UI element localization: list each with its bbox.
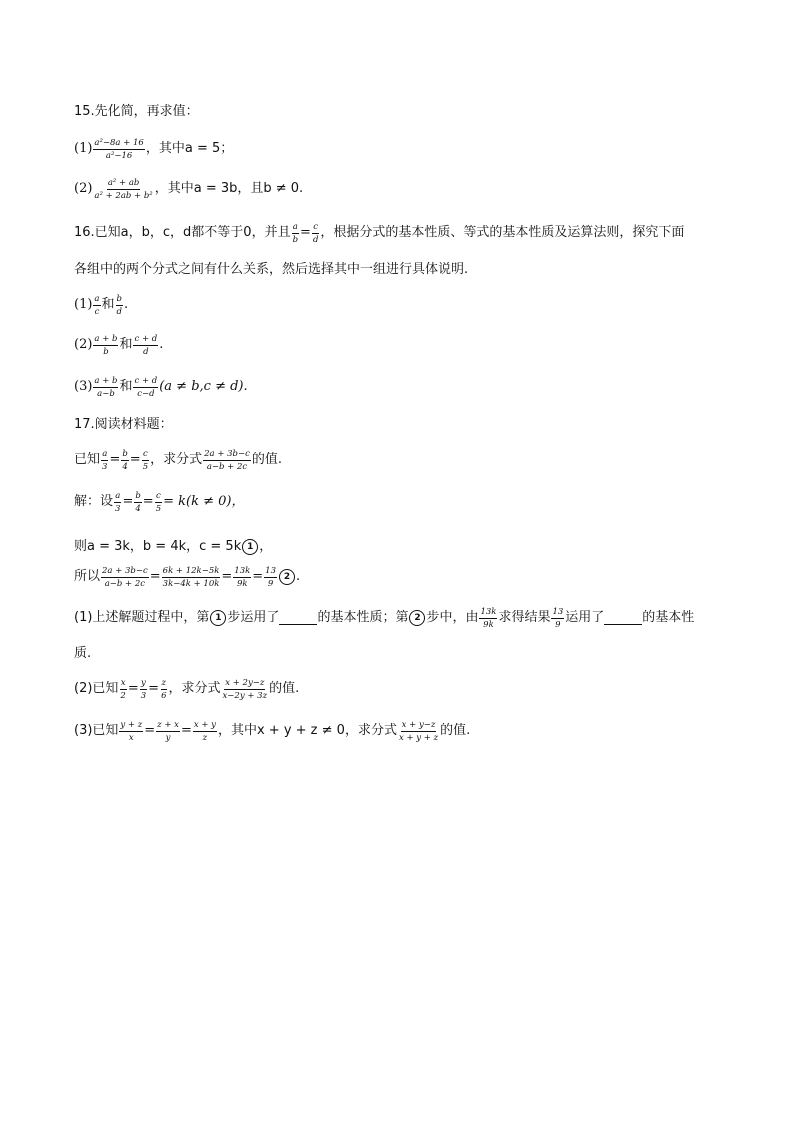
q17-given-fraction bbox=[203, 449, 251, 472]
so-eq-1: = bbox=[149, 569, 161, 584]
q17-p1-frac2-den: 9 bbox=[555, 619, 561, 630]
q16-p2-frac2-num: c + d bbox=[134, 333, 158, 344]
q17-solution-so bbox=[74, 560, 300, 594]
q17-sol-k: = k(k ≠ 0)， bbox=[163, 494, 245, 509]
ratio-a-num: a bbox=[102, 448, 108, 459]
so-eq-3: = bbox=[252, 569, 264, 584]
q17-so-frac3-num: 13k bbox=[234, 565, 251, 576]
q17-p3-label: (3)已知 bbox=[74, 723, 119, 738]
q16-intro-line1 bbox=[74, 216, 684, 250]
q17-part1-line1 bbox=[74, 601, 694, 635]
q15-p2-condition: ，其中a = 3b，且b ≠ 0. bbox=[154, 181, 304, 196]
q16-p2-label: (2) bbox=[74, 337, 93, 352]
ratio-b-num: b bbox=[122, 448, 128, 459]
q17-solution-then bbox=[74, 530, 272, 564]
q17-so-frac4 bbox=[264, 566, 277, 589]
q16-cond-right bbox=[312, 222, 319, 245]
q17-sol-ratio-a bbox=[114, 491, 121, 514]
q17-p3-fraction-den: x + y + z bbox=[398, 732, 439, 743]
q16-p1-and: 和 bbox=[101, 297, 115, 312]
q16-cond-left-num: a bbox=[292, 221, 298, 232]
q16-p2-frac1 bbox=[93, 334, 118, 357]
circled-2-icon: 2 bbox=[279, 569, 295, 585]
q16-part3 bbox=[74, 370, 248, 404]
q15-p1-condition: ，其中a = 5； bbox=[145, 141, 234, 156]
answer-blank-1[interactable] bbox=[279, 611, 317, 625]
p2-eq-2: = bbox=[148, 681, 160, 696]
so-eq-2: = bbox=[221, 569, 233, 584]
q15-p1-numerator: a²−8a + 16 bbox=[94, 137, 144, 148]
sol-eq-2: = bbox=[142, 494, 154, 509]
q17-p3-frac2-num: z + x bbox=[157, 719, 179, 730]
q15-p1-denominator: a²−16 bbox=[105, 150, 133, 161]
q17-given-ratio-a bbox=[101, 449, 108, 472]
q17-p1-f: 运用了 bbox=[565, 610, 605, 625]
circled-1-icon: 1 bbox=[210, 610, 226, 626]
p2-eq-1: = bbox=[127, 681, 139, 696]
q17-so-frac2-den: 3k−4k + 10k bbox=[162, 578, 220, 589]
ratio-c-num: c bbox=[143, 448, 148, 459]
q17-given-ratio-b bbox=[121, 449, 128, 472]
q15-p2-numerator: a² + ab bbox=[107, 177, 140, 188]
q17-title-text: 17.阅读材料题： bbox=[74, 417, 173, 432]
q15-title bbox=[74, 103, 199, 121]
q17-so-frac3-den: 9k bbox=[237, 578, 248, 589]
q16-p3-frac1-den: a−b bbox=[97, 388, 115, 399]
q17-p2-ratio-z bbox=[160, 678, 167, 701]
q17-given-ask: ，求分式 bbox=[150, 452, 203, 467]
q16-p3-frac2-den: c−d bbox=[137, 388, 155, 399]
q16-intro-line2 bbox=[74, 261, 468, 279]
q16-p2-and: 和 bbox=[119, 337, 133, 352]
q15-p2-fraction bbox=[93, 178, 153, 201]
sol-ratio-b-num: b bbox=[135, 490, 141, 501]
q16-p3-and: 和 bbox=[119, 379, 133, 394]
sol-ratio-c-num: c bbox=[156, 490, 161, 501]
q17-solution-let bbox=[74, 485, 244, 519]
sol-ratio-b-den: 4 bbox=[135, 503, 141, 514]
q17-sol-ratio-b bbox=[134, 491, 141, 514]
q17-sol-label: 解：设 bbox=[74, 494, 114, 509]
q17-so-frac1-num: 2a + 3b−c bbox=[102, 565, 148, 576]
q17-p1-frac2 bbox=[551, 607, 564, 630]
q16-cond-left-den: b bbox=[292, 234, 299, 245]
q17-p1-g: 的基本性 bbox=[642, 610, 695, 625]
q17-so-frac2 bbox=[162, 566, 221, 589]
q17-then-end: ， bbox=[259, 539, 273, 554]
q17-p3-condition: ，其中x + y + z ≠ 0，求分式 bbox=[217, 723, 397, 738]
q16-p2-frac1-den: b bbox=[103, 346, 109, 357]
q17-p1-d: 步中，由 bbox=[426, 610, 479, 625]
sol-eq-1: = bbox=[122, 494, 134, 509]
q17-p2-end: 的值. bbox=[269, 681, 300, 696]
q17-then-text: 则a = 3k，b = 4k，c = 5k bbox=[74, 539, 242, 554]
ratio-eq-2: = bbox=[129, 452, 141, 467]
q17-p3-frac3 bbox=[193, 720, 217, 743]
q17-so-label: 所以 bbox=[74, 569, 101, 584]
q17-so-frac3 bbox=[233, 566, 251, 589]
answer-blank-2[interactable] bbox=[604, 611, 642, 625]
q17-p1-frac2-num: 13 bbox=[552, 606, 564, 617]
q16-p3-frac1-num: a + b bbox=[94, 375, 118, 386]
q17-p3-frac1-num: y + z bbox=[120, 719, 143, 730]
q16-cond-right-num: c bbox=[313, 221, 319, 232]
q17-p2-fraction-num: x + 2y−z bbox=[225, 677, 265, 688]
q17-p3-frac1-den: x bbox=[128, 732, 134, 743]
q16-cond-eq: = bbox=[300, 225, 311, 240]
q17-p3-frac3-den: z bbox=[202, 732, 208, 743]
q16-p2-frac2 bbox=[133, 334, 158, 357]
q17-p2-ratio-x bbox=[119, 678, 126, 701]
circled-1-icon: 1 bbox=[242, 539, 258, 555]
q17-sol-ratio-c bbox=[155, 491, 162, 514]
q17-p1-frac1-num: 13k bbox=[480, 606, 497, 617]
q16-cond-left bbox=[292, 222, 299, 245]
q16-part2 bbox=[74, 328, 163, 362]
q17-p1-frac1 bbox=[479, 607, 497, 630]
q17-given-fraction-den: a−b + 2c bbox=[206, 461, 248, 472]
circled-2-icon: 2 bbox=[409, 610, 425, 626]
sol-ratio-a-num: a bbox=[115, 490, 121, 501]
q15-p1-label: (1) bbox=[74, 141, 93, 156]
q17-p2-y: y bbox=[141, 677, 146, 688]
q16-intro-part-c: 各组中的两个分式之间有什么关系，然后选择其中一组进行具体说明. bbox=[74, 262, 469, 277]
q17-so-end: . bbox=[296, 569, 301, 584]
q17-p3-fraction-num: x + y−z bbox=[401, 719, 436, 730]
q17-p2-fraction bbox=[222, 678, 269, 701]
q16-p1-frac1-den: c bbox=[94, 306, 100, 317]
q17-p1-a: (1)上述解题过程中，第 bbox=[74, 610, 210, 625]
q17-p2-ratio-y bbox=[140, 678, 147, 701]
q17-p1-c: 的基本性质；第 bbox=[317, 610, 409, 625]
p3-eq-2: = bbox=[180, 723, 192, 738]
q16-intro-part-b: ，根据分式的基本性质、等式的基本性质及运算法则，探究下面 bbox=[320, 225, 685, 240]
q16-p2-end: . bbox=[159, 337, 164, 352]
q17-p2-fraction-den: x−2y + 3z bbox=[222, 690, 268, 701]
q16-p1-frac2-den: d bbox=[116, 306, 122, 317]
ratio-c-den: 5 bbox=[142, 461, 149, 472]
q17-p3-frac2 bbox=[156, 720, 180, 743]
q16-p3-frac2-num: c + d bbox=[134, 375, 158, 386]
q16-p3-frac1 bbox=[93, 376, 118, 399]
q17-given bbox=[74, 443, 282, 477]
q15-p2-label: (2) bbox=[74, 181, 93, 196]
q16-p2-frac2-den: d bbox=[143, 346, 149, 357]
q17-title bbox=[74, 416, 173, 434]
q15-part2 bbox=[74, 172, 303, 206]
q17-p2-2: 2 bbox=[120, 690, 126, 701]
q16-p1-frac2 bbox=[116, 294, 123, 317]
q17-p2-3: 3 bbox=[140, 690, 147, 701]
sol-ratio-c-den: 5 bbox=[155, 503, 162, 514]
q17-part3 bbox=[74, 714, 470, 748]
q17-given-ratio-c bbox=[142, 449, 149, 472]
q17-p1-frac1-den: 9k bbox=[483, 619, 494, 630]
q16-p1-frac2-num: b bbox=[116, 293, 122, 304]
q17-p3-frac3-num: x + y bbox=[193, 719, 216, 730]
q17-p2-label: (2)已知 bbox=[74, 681, 119, 696]
q17-p1-e: 求得结果 bbox=[498, 610, 551, 625]
q17-so-frac2-num: 6k + 12k−5k bbox=[162, 565, 220, 576]
ratio-a-den: 3 bbox=[102, 461, 108, 472]
q17-p2-z: z bbox=[161, 677, 167, 688]
q17-given-fraction-num: 2a + 3b−c bbox=[204, 448, 250, 459]
q17-p3-frac1 bbox=[119, 720, 143, 743]
q16-p3-frac2 bbox=[133, 376, 158, 399]
q16-p1-frac1-num: a bbox=[94, 293, 100, 304]
q16-p1-label: (1) bbox=[74, 297, 93, 312]
q17-so-frac1-den: a−b + 2c bbox=[104, 578, 146, 589]
sol-ratio-a-den: 3 bbox=[115, 503, 121, 514]
q16-p1-frac1 bbox=[93, 294, 100, 317]
q17-p2-ask: ，求分式 bbox=[168, 681, 221, 696]
q17-p3-frac2-den: y bbox=[165, 732, 171, 743]
q16-p3-condition: (a ≠ b,c ≠ d). bbox=[159, 379, 248, 394]
q16-intro-part-a: 16.已知a，b，c，d都不等于0，并且 bbox=[74, 225, 291, 240]
q17-p2-6: 6 bbox=[161, 690, 167, 701]
q17-so-frac4-num: 13 bbox=[265, 565, 276, 576]
q17-p1-b: 步运用了 bbox=[227, 610, 280, 625]
q17-p3-fraction bbox=[398, 720, 439, 743]
q16-p2-frac1-num: a + b bbox=[94, 333, 118, 344]
q17-p1-h: 质. bbox=[74, 646, 92, 661]
q15-p2-denominator: a² + 2ab + b² bbox=[94, 190, 153, 201]
q17-p2-x: x bbox=[120, 677, 126, 688]
ratio-eq-1: = bbox=[109, 452, 121, 467]
q17-part1-line2 bbox=[74, 645, 91, 663]
q15-part1 bbox=[74, 132, 233, 166]
q17-part2 bbox=[74, 672, 299, 706]
q17-p3-end: 的值. bbox=[440, 723, 471, 738]
q16-cond-right-den: d bbox=[312, 234, 319, 245]
q15-p1-fraction bbox=[93, 138, 144, 161]
q16-p1-end: . bbox=[123, 297, 129, 312]
q17-given-end: 的值. bbox=[251, 452, 283, 467]
q17-so-frac1 bbox=[101, 566, 149, 589]
ratio-b-den: 4 bbox=[122, 461, 128, 472]
p3-eq-1: = bbox=[144, 723, 156, 738]
q17-so-frac4-den: 9 bbox=[267, 578, 274, 589]
q17-given-label: 已知 bbox=[74, 452, 101, 467]
q16-part1 bbox=[74, 288, 128, 322]
q15-title-text: 15.先化简，再求值： bbox=[74, 104, 199, 119]
q16-p3-label: (3) bbox=[74, 379, 93, 394]
